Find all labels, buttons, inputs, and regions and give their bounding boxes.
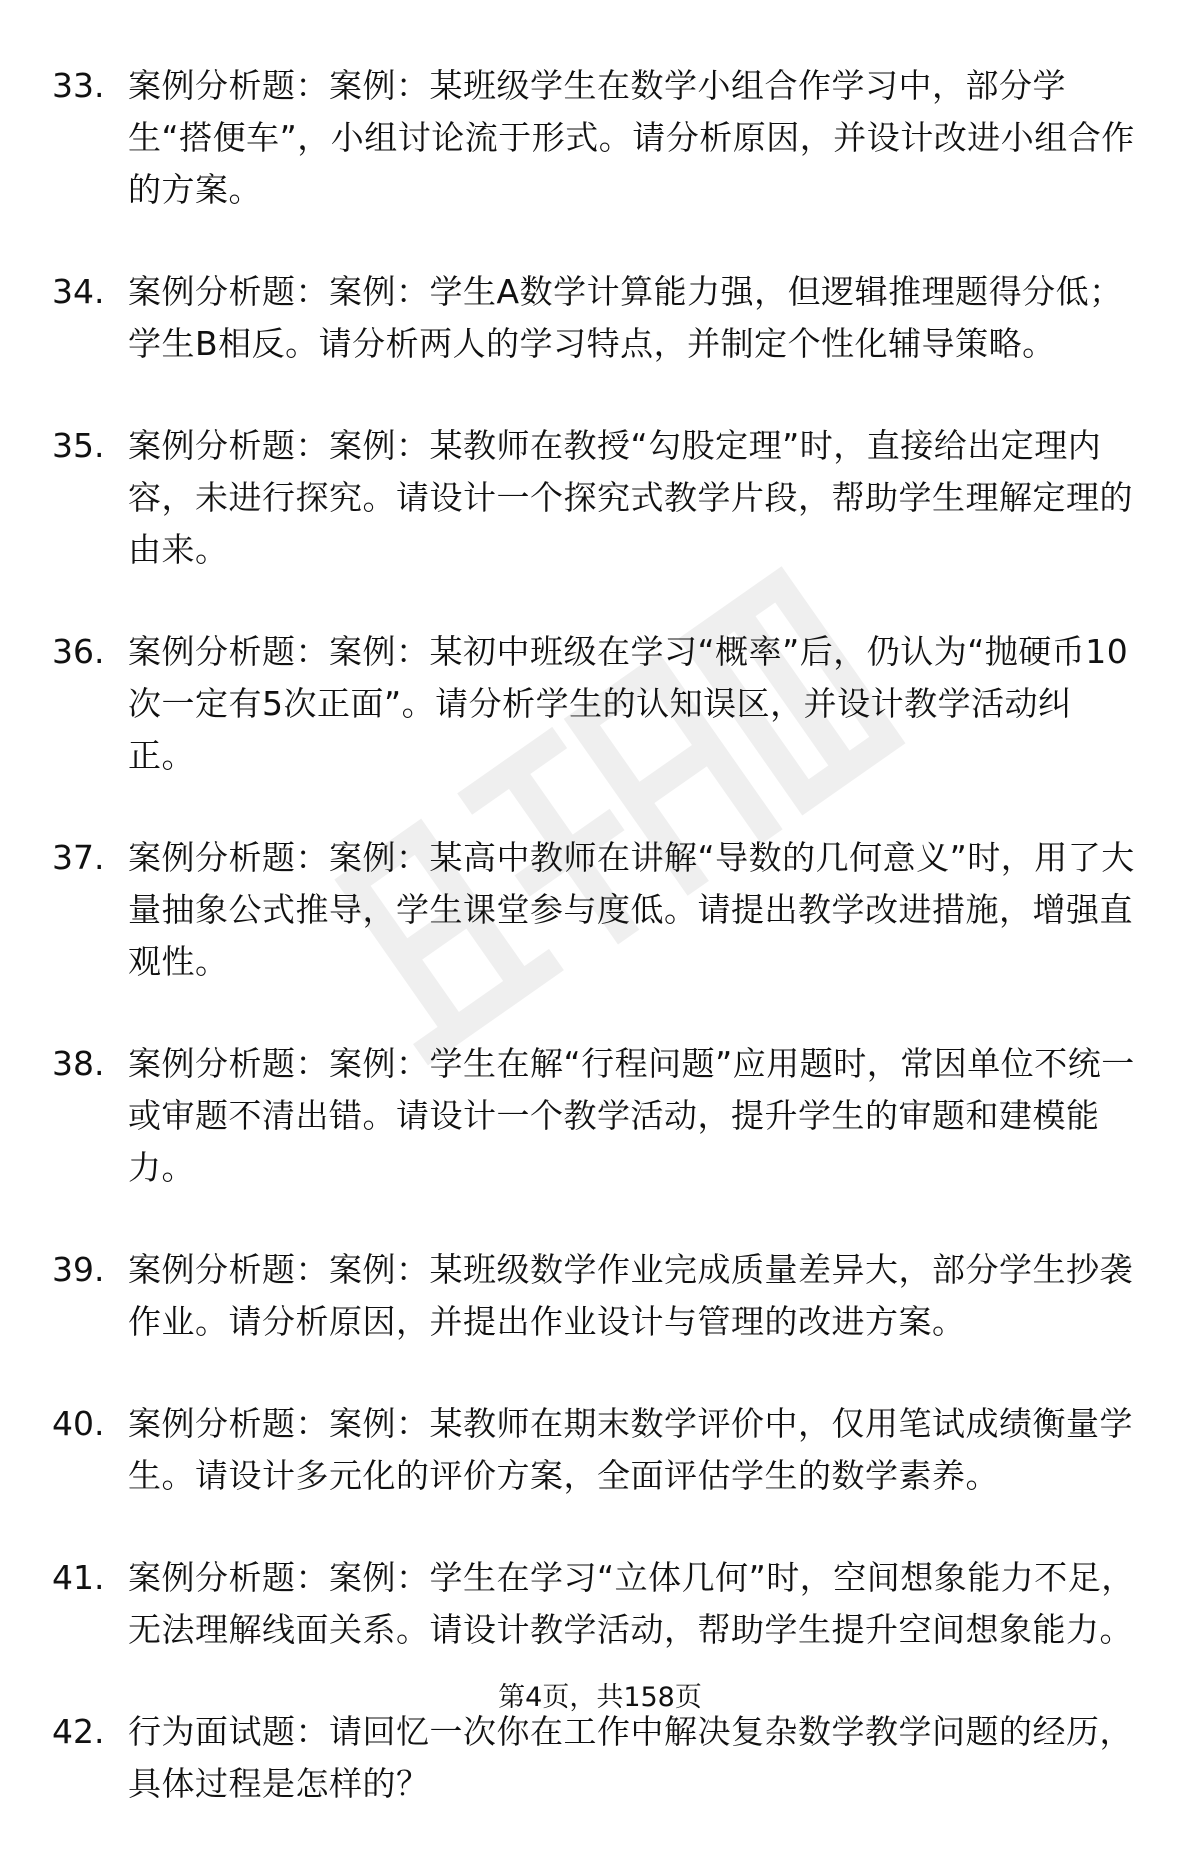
question-item xyxy=(0,1244,1200,1348)
question-item xyxy=(0,420,1200,576)
question-text: 案例分析题：案例：学生A数学计算能力强，但逻辑推理题得分低；学生B相反。请分析两人的学习特点，并制定个性化辅导策略。 xyxy=(128,272,1123,363)
question-item xyxy=(0,1706,1200,1810)
question-item xyxy=(0,1552,1200,1656)
question-item xyxy=(0,1398,1200,1502)
question-number: 33. xyxy=(52,66,105,105)
question-item xyxy=(0,626,1200,782)
question-item xyxy=(0,60,1200,216)
question-number: 37. xyxy=(52,838,105,877)
question-text: 案例分析题：案例：某班级学生在数学小组合作学习中，部分学生“搭便车”，小组讨论流于形式。请分析原因，并设计改进小组合作的方案。 xyxy=(128,66,1135,209)
question-number: 36. xyxy=(52,632,105,671)
question-text: 案例分析题：案例：某教师在教授“勾股定理”时，直接给出定理内容，未进行探究。请设计一个探究式教学片段，帮助学生理解定理的由来。 xyxy=(128,426,1133,569)
question-text: 案例分析题：案例：某班级数学作业完成质量差异大，部分学生抄袭作业。请分析原因，并提出作业设计与管理的改进方案。 xyxy=(128,1250,1133,1341)
question-text: 案例分析题：案例：学生在学习“立体几何”时，空间想象能力不足，无法理解线面关系。请设计教学活动，帮助学生提升空间想象能力。 xyxy=(128,1558,1135,1649)
question-text: 案例分析题：案例：某初中班级在学习“概率”后，仍认为“抛硬币10次一定有5次正面”。请分析学生的认知误区，并设计教学活动纠正。 xyxy=(128,632,1129,775)
question-number: 42. xyxy=(52,1712,105,1751)
question-text: 行为面试题：请回忆一次你在工作中解决复杂数学教学问题的经历，具体过程是怎样的？ xyxy=(128,1712,1133,1803)
question-number: 34. xyxy=(52,272,105,311)
question-number: 39. xyxy=(52,1250,105,1289)
question-text: 案例分析题：案例：某教师在期末数学评价中，仅用笔试成绩衡量学生。请设计多元化的评价方案，全面评估学生的数学素养。 xyxy=(128,1404,1133,1495)
question-item xyxy=(0,832,1200,988)
question-number: 40. xyxy=(52,1404,105,1443)
question-number: 38. xyxy=(52,1044,105,1083)
question-item xyxy=(0,1038,1200,1194)
question-item xyxy=(0,266,1200,370)
question-number: 41. xyxy=(52,1558,105,1597)
question-list xyxy=(0,60,1200,1860)
question-text: 案例分析题：案例：学生在解“行程问题”应用题时，常因单位不统一或审题不清出错。请设计一个教学活动，提升学生的审题和建模能力。 xyxy=(128,1044,1135,1187)
question-number: 35. xyxy=(52,426,105,465)
page-number-footer: 第4页，共158页 xyxy=(498,1682,702,1713)
question-text: 案例分析题：案例：某高中教师在讲解“导数的几何意义”时，用了大量抽象公式推导，学生课堂参与度低。请提出教学改进措施，增强直观性。 xyxy=(128,838,1135,981)
